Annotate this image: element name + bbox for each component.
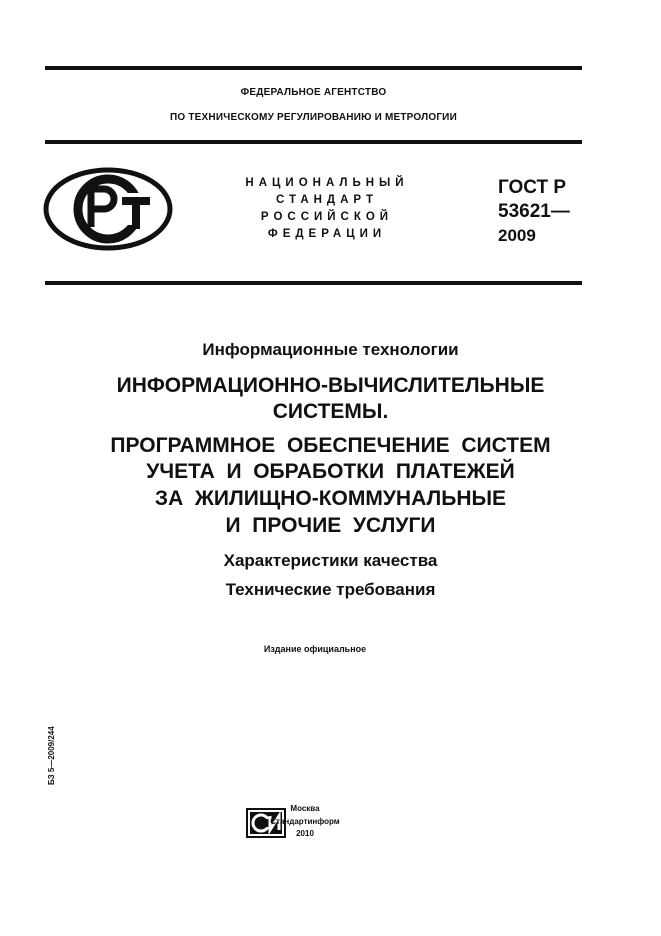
national-standard-line-1: НАЦИОНАЛЬНЫЙ xyxy=(245,177,409,189)
edition-label: Издание официальное xyxy=(263,644,367,654)
header-rule xyxy=(45,140,582,144)
publisher-name: Стандартинформ xyxy=(270,817,340,826)
publisher-city: Москва xyxy=(290,804,320,813)
rst-certification-mark-icon xyxy=(42,167,174,251)
side-code: БЗ 5—2009/244 xyxy=(47,726,56,785)
publisher-year: 2010 xyxy=(296,829,314,838)
title-main-line-3: ПРОГРАММНОЕ ОБЕСПЕЧЕНИЕ СИСТЕМ xyxy=(110,434,551,457)
title-main-line-1: ИНФОРМАЦИОННО-ВЫЧИСЛИТЕЛЬНЫЕ xyxy=(116,374,545,397)
title-subtitle-2: Технические требования xyxy=(225,580,436,599)
agency-line-2: ПО ТЕХНИЧЕСКОМУ РЕГУЛИРОВАНИЮ И МЕТРОЛОГИИ xyxy=(170,112,457,123)
national-standard-line-3: РОССИЙСКОЙ xyxy=(260,211,394,223)
designation-line-2: 53621— xyxy=(498,201,570,222)
designation-rule xyxy=(45,281,582,285)
national-standard-line-2: СТАНДАРТ xyxy=(276,194,378,206)
title-main-line-4: УЧЕТА И ОБРАБОТКИ ПЛАТЕЖЕЙ xyxy=(146,460,515,483)
title-main-line-6: И ПРОЧИЕ УСЛУГИ xyxy=(225,514,436,537)
title-subtitle-1: Характеристики качества xyxy=(223,551,438,570)
title-category: Информационные технологии xyxy=(202,340,459,359)
national-standard-line-4: ФЕДЕРАЦИИ xyxy=(267,228,387,240)
designation-line-3: 2009 xyxy=(498,226,536,245)
agency-line-1: ФЕДЕРАЛЬНОЕ АГЕНТСТВО xyxy=(240,87,387,98)
title-main-line-5: ЗА ЖИЛИЩНО-КОММУНАЛЬНЫЕ xyxy=(154,487,507,510)
title-main-line-2: СИСТЕМЫ. xyxy=(272,400,389,423)
designation-line-1: ГОСТ Р xyxy=(498,177,567,198)
top-rule xyxy=(45,66,582,70)
rst-logo xyxy=(42,167,174,251)
